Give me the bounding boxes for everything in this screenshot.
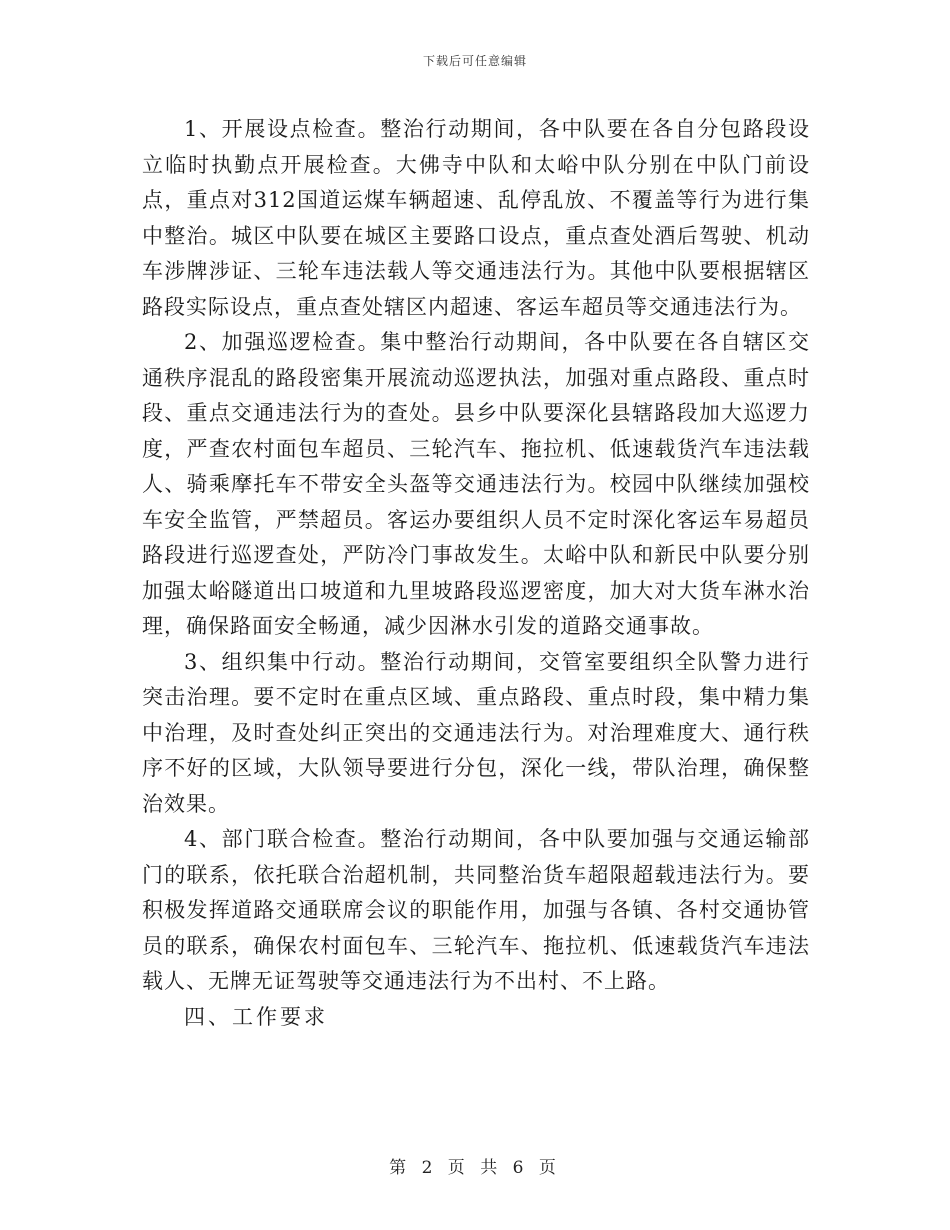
page-footer: 第 2 页 共 6 页 xyxy=(389,1158,561,1178)
page-header: 下载后可任意编辑 xyxy=(422,54,527,68)
paragraph-joint-inspection: 4、部门联合检查。整治行动期间，各中队要加强与交通运输部门的联系，依托联合治超机制，共同整治货车超限超载违法行为。要积极发挥道路交通联席会议的职能作用，加强与各镇、各村交通协管员的联系，确保农村面包车、三轮汽车、拖拉机、低速载货汽车违法载人、无牌无证驾驶等交通违法行为不出村、不上路。 xyxy=(142,827,810,993)
paragraph-patrol-inspection: 2、加强巡逻检查。集中整治行动期间，各中队要在各自辖区交通秩序混乱的路段密集开展流动巡逻执法，加强对重点路段、重点时段、重点交通违法行为的查处。县乡中队要深化县辖路段加大巡逻力度，严查农村面包车超员、三轮汽车、拖拉机、低速载货汽车违法载人、骑乘摩托车不带安全头盔等交通违法行为。校园中队继续加强校车安全监管，严禁超员。客运办要组织人员不定时深化客运车易超员路段进行巡逻查处，严防冷门事故发生。太峪中队和新民中队要分别加强太峪隧道出口坡道和九里坡路段巡逻密度，加大对大货车淋水治理，确保路面安全畅通，减少因淋水引发的道路交通事故。 xyxy=(142,330,810,638)
document-body xyxy=(142,112,810,1035)
paragraph-concentrated-action: 3、组织集中行动。整治行动期间，交管室要组织全队警力进行突击治理。要不定时在重点区域、重点路段、重点时段，集中精力集中治理，及时查处纠正突出的交通违法行为。对治理难度大、通行秩序不好的区域，大队领导要进行分包，深化一线，带队治理，确保整治效果。 xyxy=(142,649,810,816)
paragraph-set-checkpoints: 1、开展设点检查。整治行动期间，各中队要在各自分包路段设立临时执勤点开展检查。大佛寺中队和太峪中队分别在中队门前设点，重点对312国道运煤车辆超速、乱停乱放、不覆盖等行为进行集中整治。城区中队要在城区主要路口设点，重点查处酒后驾驶、机动车涉牌涉证、三轮车违法载人等交通违法行为。其他中队要根据辖区路段实际设点，重点查处辖区内超速、客运车超员等交通违法行为。 xyxy=(142,117,810,319)
section-heading-work-requirements: 四、工作要求 xyxy=(184,1004,328,1029)
